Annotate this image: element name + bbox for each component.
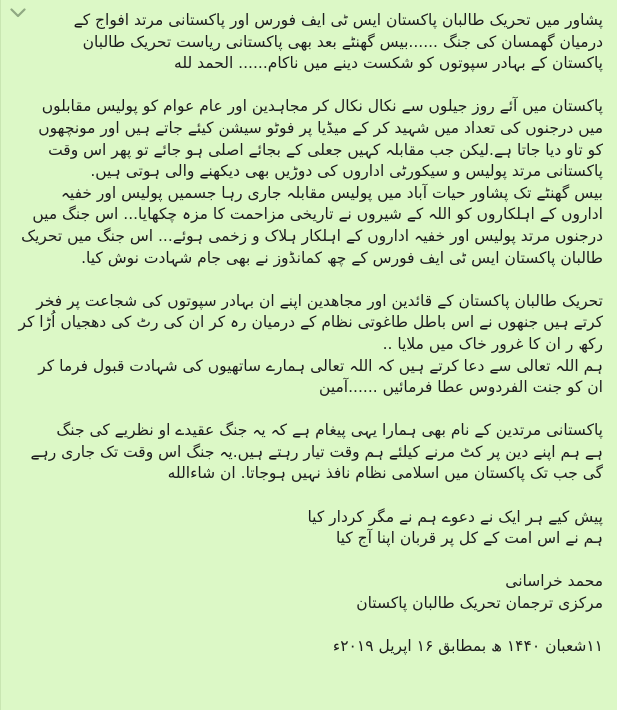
message-line: پاکستانی مرتد پولیس و سیکورٹی اداروں کی دوڑیں بھی دیکھنے والی ہوتی ہیں. [90, 162, 603, 181]
message-line: پاکستان کے بہادر سپوتوں کو شکست دینے میں ناکام...... الحمد لله [174, 54, 603, 73]
message-text [1, 0, 617, 658]
chevron-down-icon[interactable] [7, 4, 29, 22]
paragraph-date [13, 636, 603, 658]
message-date: ۱۱شعبان ۱۴۴۰ ھ بمطابق ۱۶ اپریل ۲۰۱۹ء [332, 637, 603, 656]
paragraph-message [13, 420, 603, 485]
message-line: ہے ہم اپنے دین پر کٹ مرنے کیلئے ہم وقت تیار رہتے ہیں.یہ جنگ اس وقت تک جاری رہے [30, 442, 603, 461]
message-line: پیش کیے ہر ایک نے دعوے ہم نے مگر کردار کیا [307, 507, 603, 526]
message-line: درمیان گھمسان کی جنگ ......بیس گھنٹے بعد بھی پاکستانی ریاست تحریک طالبان [82, 32, 603, 51]
message-line: میں درجنوں کی تعداد میں شہید کر کے میڈیا پر فوٹو سیشن کیئے جاتے ہیں اور مونچھوں [38, 118, 603, 137]
paragraph-leaders-tribute [13, 291, 603, 399]
signature-name: محمد خراسانی [505, 572, 603, 591]
paragraph-verse [13, 507, 603, 550]
message-line: کرتے ہیں جنھوں نے اس باطل طاغوتی نظام کے درمیان رہ کر ان کی رٹ کی دھجیاں اُڑا کر [18, 313, 603, 332]
message-line: بیس گھنٹے تک پشاور حیات آباد میں پولیس مقابلہ جاری رہا جسمیں پولیس اور خفیہ [60, 183, 603, 202]
message-line: ان کو جنت الفردوس عطا فرمائیں ......آمین [319, 378, 603, 397]
paragraph-battle-report [13, 10, 603, 75]
message-line: تحریک طالبان پاکستان کے قائدین اور مجاھدین اپنے ان بہادر سپوتوں کی شجاعت پر فخر [36, 291, 603, 310]
paragraph-police-encounters [13, 96, 603, 269]
message-line: پاکستانی مرتدین کے نام بھی ہمارا یہی پیغام ہے کہ یہ جنگ عقیدے او نظریے کی جنگ [56, 421, 603, 440]
message-line: طالبان پاکستان ایس ٹی ایف فورس کے چھ کمانڈوز نے بھی جام شہادت نوش کیا. [81, 248, 603, 267]
message-line: درجنوں مرتد پولیس اور خفیہ اداروں کے اہلکار ہلاک و زخمی ہوئے... اس جنگ میں تحریک [21, 226, 603, 245]
paragraph-signature [13, 571, 603, 614]
message-line: پشاور میں تحریک طالبان پاکستان ایس ٹی ایف فورس اور پاکستانی مرتد افواج کے [73, 11, 603, 29]
message-line: گی جب تک پاکستان میں اسلامی نظام نافذ نہیں ہوجاتا. ان شاءالله [167, 464, 603, 483]
signature-title: مرکزی ترجمان تحریک طالبان پاکستان [356, 594, 603, 613]
message-line: ہم نے اس امت کے کل پر قربان اپنا آج کیا [335, 529, 603, 548]
message-line: رکھ ر ان کا غرور خاک میں ملایا .. [382, 334, 603, 353]
message-line: پاکستان میں آئے روز جیلوں سے نکال نکال کر مجاہدین اور عام عوام کو پولیس مقابلوں [41, 97, 603, 116]
message-line: ہم اللہ تعالی سے دعا کرتے ہیں کہ اللہ تعالی ہمارے ساتھیوں کی شہادت قبول فرما کر [38, 356, 603, 375]
message-line: کو تاو دیا جاتا ہے.لیکن جب مقابلہ کہیں جعلی کے بجائے اصلی ہو جائے تو پھر اس وقت [48, 140, 603, 159]
message-line: اداروں کے اہلکاروں کو اللہ کے شیروں نے تاریخی مزاحمت کا مزہ چکھایا... اس جنگ میں [32, 205, 603, 224]
